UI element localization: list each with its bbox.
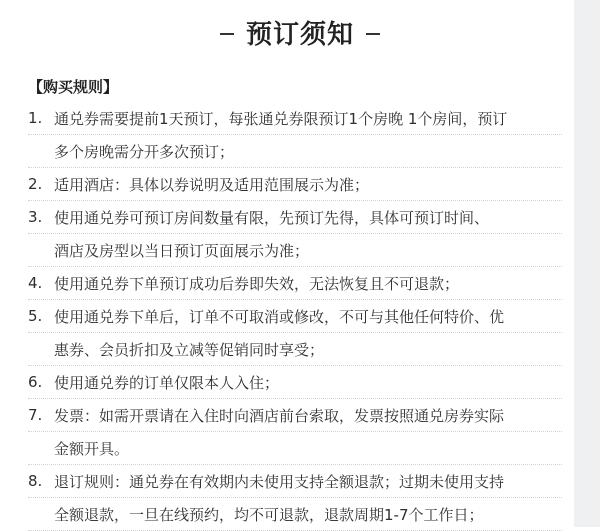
title-text: 预订须知	[245, 20, 354, 50]
rule-6-line-1	[28, 366, 562, 399]
rule-1-line-2	[28, 135, 562, 168]
rule-number: 4.	[28, 274, 43, 292]
page-title	[0, 14, 600, 51]
rule-text: 退订规则：通兑券在有效期内未使用支持全额退款；过期未使用支持	[54, 472, 505, 491]
rule-8-line-2	[28, 498, 562, 531]
rule-text: 惠券、会员折扣及立减等促销同时享受；	[54, 340, 325, 359]
rule-number: 6.	[28, 373, 43, 391]
title-right-dash	[366, 33, 380, 35]
section-title: 【购买规则】	[28, 78, 119, 96]
rule-text: 全额退款，一旦在线预约，均不可退款，退款周期1-7个工作日；	[54, 505, 484, 524]
rule-text: 通兑券需要提前1天预订，每张通兑券限预订1个房晚 1个房间，预订	[54, 109, 508, 128]
rule-text: 发票：如需开票请在入住时向酒店前台索取，发票按照通兑房券实际	[54, 406, 505, 425]
rule-7-line-2	[28, 432, 562, 465]
rule-5-line-2	[28, 333, 562, 366]
rule-number: 1.	[28, 109, 43, 127]
rule-text: 多个房晚需分开多次预订；	[54, 142, 235, 161]
rule-7-line-1	[28, 399, 562, 432]
rule-3-line-2	[28, 234, 562, 267]
rule-text: 酒店及房型以当日预订页面展示为准；	[54, 241, 310, 260]
page-side-strip	[574, 0, 600, 527]
rule-number: 5.	[28, 307, 43, 325]
rule-2-line-1	[28, 168, 562, 201]
rule-text: 使用通兑券下单预订成功后券即失效，无法恢复且不可退款；	[54, 274, 460, 293]
rule-number: 2.	[28, 175, 43, 193]
rule-1-line-1	[28, 102, 562, 135]
rule-number: 7.	[28, 406, 43, 424]
rule-text: 金额开具。	[54, 439, 130, 458]
rule-text: 使用通兑券可预订房间数量有限，先预订先得，具体可预订时间、	[54, 208, 490, 227]
rule-number: 8.	[28, 472, 43, 490]
rule-4-line-1	[28, 267, 562, 300]
title-left-dash	[220, 33, 234, 35]
rule-text: 使用通兑券下单后，订单不可取消或修改，不可与其他任何特价、优	[54, 307, 505, 326]
rule-text: 使用通兑券的订单仅限本人入住；	[54, 373, 280, 392]
rule-3-line-1	[28, 201, 562, 234]
rule-8-line-1	[28, 465, 562, 498]
rule-number: 3.	[28, 208, 43, 226]
rule-5-line-1	[28, 300, 562, 333]
rules-list	[28, 102, 562, 531]
rule-text: 适用酒店：具体以券说明及适用范围展示为准；	[54, 175, 370, 194]
